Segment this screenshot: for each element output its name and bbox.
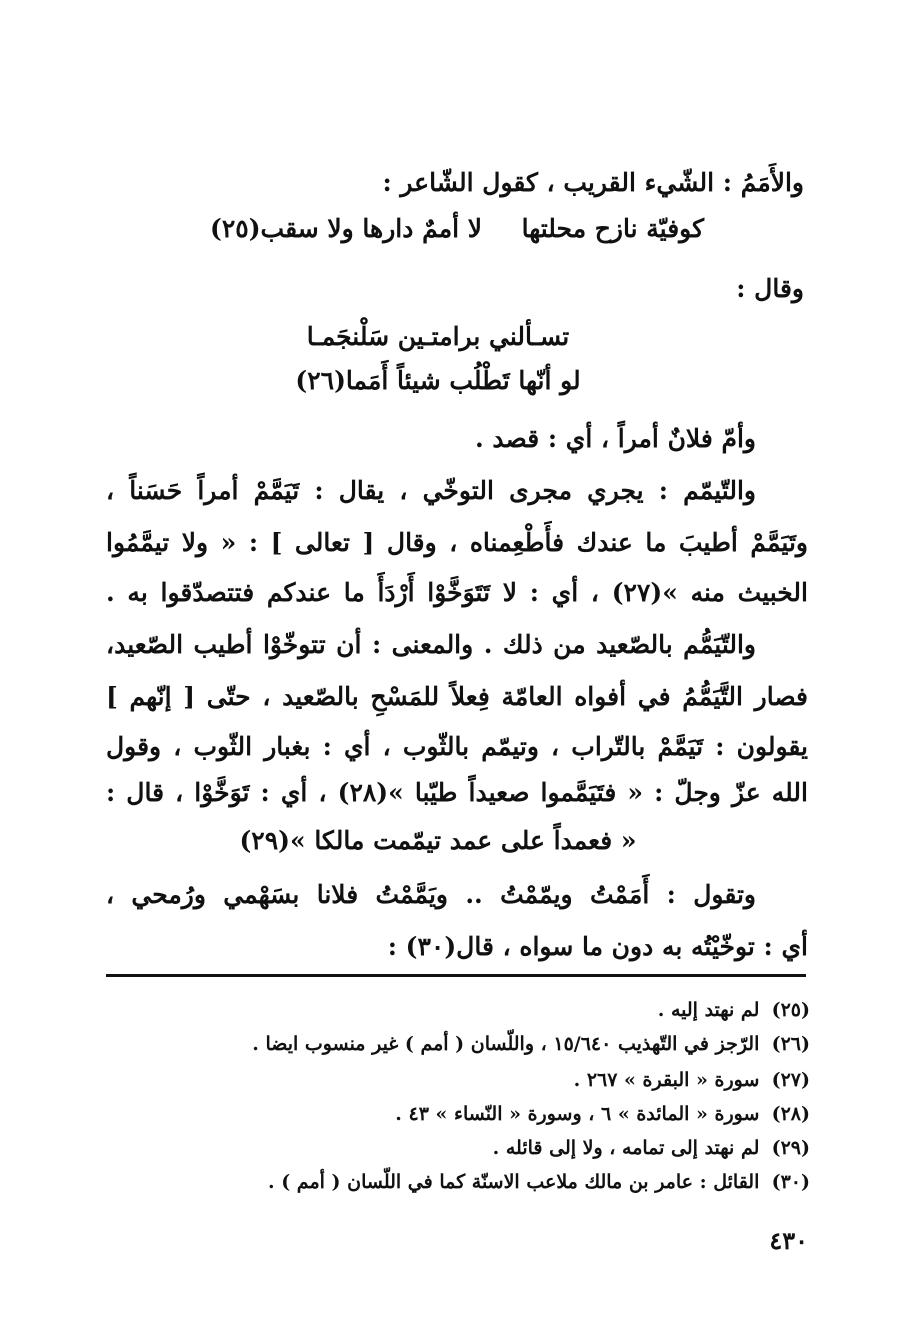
- paragraph-line: يقولون : تَيَمَّمْ بالتّراب ، وتيمّم بالثّوب ، أي : بغبار الثّوب ، وقول: [106, 732, 808, 761]
- footnote-number: (٢٦): [771, 1033, 810, 1055]
- footnote-number: (٢٧): [771, 1069, 810, 1091]
- quote-line: « فعمداً على عمد تيمّمت مالكا »(٢٩): [239, 826, 637, 855]
- verse-line: تسـألني برامتـين سَلْنجَمـا: [306, 322, 570, 351]
- footnote-text: الرّجز في التّهذيب ١٥/٦٤٠ ، واللّسان ( أمم ) غير منسوب ايضا .: [252, 1033, 760, 1055]
- footnote: [252, 1030, 810, 1058]
- paragraph-line: والتّيَمُّم بالصّعيد من ذلك . والمعنى : أن تتوخّوْا أطيب الصّعيد،: [106, 630, 756, 659]
- paragraph-line: وتقول : أَمَمْتُ ويمّمْتُ .. ويَمَّمْتُ فلانا بسَهْمي ورُمحي ،: [106, 880, 756, 909]
- footnote-number: (٢٥): [771, 999, 810, 1021]
- footnote-text: لم نهتد إلى تمامه ، ولا إلى قائله .: [492, 1137, 760, 1159]
- text-line: والأَمَمُ : الشّيء القريب ، كقول الشّاعر :: [382, 168, 804, 197]
- footnote-number: (٢٩): [771, 1137, 810, 1159]
- footnote-text: سورة « المائدة » ٦ ، وسورة « النّساء » ٤٣ .: [395, 1103, 760, 1125]
- page-number: ٤٣٠: [769, 1226, 808, 1255]
- footnote-text: القائل : عامر بن مالك ملاعب الاسنّة كما في اللّسان ( أمم ) .: [267, 1171, 760, 1193]
- footnote: [658, 996, 810, 1024]
- paragraph-line: والتّيمّم : يجري مجرى التوخّي ، يقال : تَيَمَّمْ أمراً حَسَناً ،: [106, 476, 756, 505]
- footnote: [268, 1168, 810, 1196]
- paragraph-line: الله عزّ وجلّ : « فتَيَمَّموا صعيداً طيّبا »(٢٨) ، أي : تَوَخَّوْا ، قال :: [106, 778, 808, 807]
- footnote-text: لم نهتد إليه .: [657, 999, 760, 1021]
- text-line: وأمّ فلانٌ أمراً ، أي : قصد .: [475, 424, 756, 453]
- footnote: [574, 1066, 810, 1094]
- verse-hemistich-first: كوفيّة نازح محلتها: [521, 214, 704, 243]
- paragraph-line: فصار التَّيَمُّمُ في أفواه العامّة فِعلاً للمَسْحِ بالصّعيد ، حتّى [ إنّهم ]: [106, 682, 808, 711]
- footnote-divider: [106, 974, 806, 977]
- text-line: وقال :: [736, 274, 804, 303]
- paragraph-line: أي : توخّيْتُه به دون ما سواه ، قال(٣٠) :: [387, 932, 808, 961]
- footnote-number: (٣٠): [771, 1171, 810, 1193]
- verse-line: [210, 212, 704, 246]
- footnote-number: (٢٨): [771, 1103, 810, 1125]
- footnote: [395, 1100, 810, 1128]
- paragraph-line: وتَيَمَّمْ أطيبَ ما عندك فأَطْعِمناه ، وقال [ تعالى ] : « ولا تيمَّمُوا: [106, 528, 808, 557]
- footnote: [493, 1134, 810, 1162]
- footnote-text: سورة « البقرة » ٢٦٧ .: [573, 1069, 760, 1091]
- verse-line: لو أنّها تَطْلُب شيئاً أَمَما(٢٦): [295, 366, 581, 395]
- paragraph-line: الخبيث منه »(٢٧) ، أي : لا تَتَوَخَّوْا أَرْدَأَ ما عندكم فتتصدّقوا به .: [106, 578, 808, 607]
- verse-hemistich-second: لا أممٌ دارها ولا سقب(٢٥): [210, 214, 483, 243]
